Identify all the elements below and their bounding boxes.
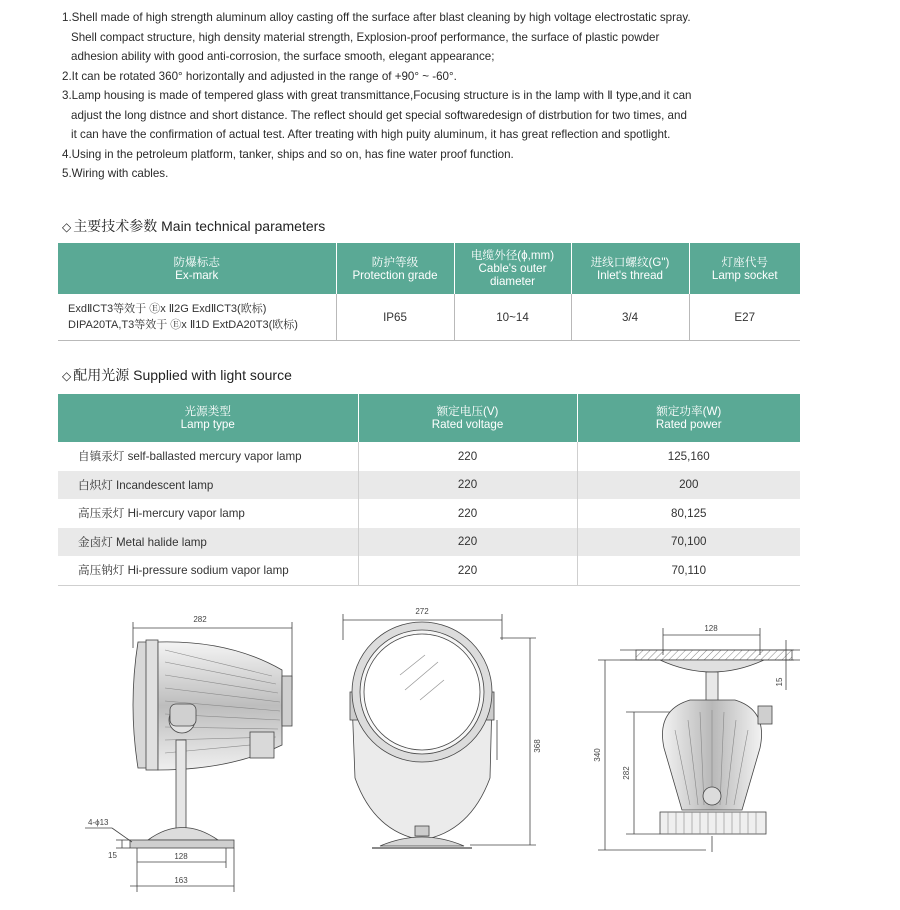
voltage-cell: 220 xyxy=(358,442,577,471)
technical-drawings xyxy=(0,600,900,908)
lamp-type-cell: 高压钠灯 Hi-pressure sodium vapor lamp xyxy=(58,556,358,585)
header-socket: 灯座代号 Lamp socket xyxy=(689,243,800,294)
table-row xyxy=(58,499,800,528)
header-protection: 防护等级 Protection grade xyxy=(336,243,454,294)
side-hole-label: 4-ϕ13 xyxy=(88,818,109,827)
feature-5: 5.Wiring with cables. xyxy=(62,167,169,180)
feature-3: 3.Lamp housing is made of tempered glass with great transmittance,Focusing structure is in the lamp with Ⅱ type,and it can xyxy=(62,89,692,102)
power-cell: 70,100 xyxy=(577,528,800,557)
voltage-cell: 220 xyxy=(358,556,577,585)
power-cell: 70,110 xyxy=(577,556,800,585)
feature-4: 4.Using in the petroleum platform, tanker, ships and so on, has fine water proof function. xyxy=(62,147,514,161)
light-section-title xyxy=(62,365,292,385)
cell-thread: 3/4 xyxy=(571,294,689,341)
feature-1-cont-2: adhesion ability with good anti-corrosion, the surface smooth, elegant appearance; xyxy=(71,50,495,63)
front-view-drawing xyxy=(343,614,536,848)
pendant-total-height-label: 340 xyxy=(593,748,602,762)
cell-ex-mark xyxy=(58,294,336,341)
diamond-icon: ◇ xyxy=(62,369,72,383)
params-header-row xyxy=(58,243,800,294)
params-table xyxy=(58,243,800,341)
pendant-view-drawing xyxy=(598,628,800,852)
header-thread: 进线口螺纹(G") Inlet's thread xyxy=(571,243,689,294)
header-voltage: 额定电压(V) Rated voltage xyxy=(358,394,577,442)
header-cable: 电缆外径(ϕ,mm) Cable's outer diameter xyxy=(454,243,571,294)
header-power: 额定功率(W) Rated power xyxy=(577,394,800,442)
params-data-row xyxy=(58,294,800,341)
pendant-thickness-label: 15 xyxy=(775,677,784,687)
params-section-title xyxy=(62,216,325,236)
side-base-inner-label: 128 xyxy=(174,852,188,861)
front-width-label: 272 xyxy=(415,607,429,616)
header-lamp-type: 光源类型 Lamp type xyxy=(58,394,358,442)
ex-mark-line-1: ExdⅡCT3等效于 Ⓔx Ⅱ2G ExdⅡCT3(欧标) xyxy=(68,303,267,315)
feature-1-cont-1: Shell compact structure, high density material strength, Explosion-proof performance, the surface of plastic powder xyxy=(71,30,660,44)
pendant-mount-label: 128 xyxy=(704,624,718,633)
power-cell: 200 xyxy=(577,471,800,500)
cell-protection: IP65 xyxy=(336,294,454,341)
params-title-text: 主要技术参数 Main technical parameters xyxy=(73,218,326,234)
side-width-label: 282 xyxy=(193,615,207,624)
pendant-body-height-label: 282 xyxy=(622,766,631,780)
feature-list xyxy=(62,8,842,184)
lamp-type-cell: 自镇汞灯 self-ballasted mercury vapor lamp xyxy=(58,442,358,471)
table-row xyxy=(58,556,800,585)
voltage-cell: 220 xyxy=(358,499,577,528)
header-ex-mark: 防爆标志 Ex-mark xyxy=(58,243,336,294)
light-header-row xyxy=(58,394,800,442)
cell-cable: 10~14 xyxy=(454,294,571,341)
light-source-table xyxy=(58,394,800,586)
feature-1: 1.Shell made of high strength aluminum alloy casting off the surface after blast cleaning by high voltage electrostatic spray. xyxy=(62,11,691,24)
feature-3-cont-1: adjust the long distnce and short distance. The reflect should get special softwaredesign of distrbution for two times, and xyxy=(71,108,687,122)
lamp-type-cell: 白炽灯 Incandescent lamp xyxy=(58,471,358,500)
power-cell: 125,160 xyxy=(667,449,710,463)
table-row xyxy=(58,528,800,557)
side-base-outer-label: 163 xyxy=(174,876,188,885)
front-height-label: 368 xyxy=(533,739,542,753)
lamp-type-cell: 高压汞灯 Hi-mercury vapor lamp xyxy=(58,499,358,528)
lamp-type-cell: 金卤灯 Metal halide lamp xyxy=(58,528,358,557)
table-row xyxy=(58,471,800,500)
voltage-cell: 220 xyxy=(358,471,577,500)
power-cell: 80,125 xyxy=(671,506,707,520)
voltage-cell: 220 xyxy=(358,528,577,557)
feature-2: 2.It can be rotated 360° horizontally and adjusted in the range of +90° ~ -60°. xyxy=(62,69,457,83)
feature-3-cont-2: it can have the confirmation of actual test. After treating with high puity aluminum, it has great reflection and spotlight. xyxy=(71,128,671,141)
diamond-icon: ◇ xyxy=(62,220,72,234)
cell-socket: E27 xyxy=(689,294,800,341)
light-title-text: 配用光源 Supplied with light source xyxy=(73,367,292,383)
ex-mark-line-2: DIPA20TA,T3等效于 Ⓔx Ⅱ1D ExtDA20T3(欧标) xyxy=(68,319,298,331)
table-row xyxy=(58,442,800,471)
side-base-height-label: 15 xyxy=(108,851,117,860)
